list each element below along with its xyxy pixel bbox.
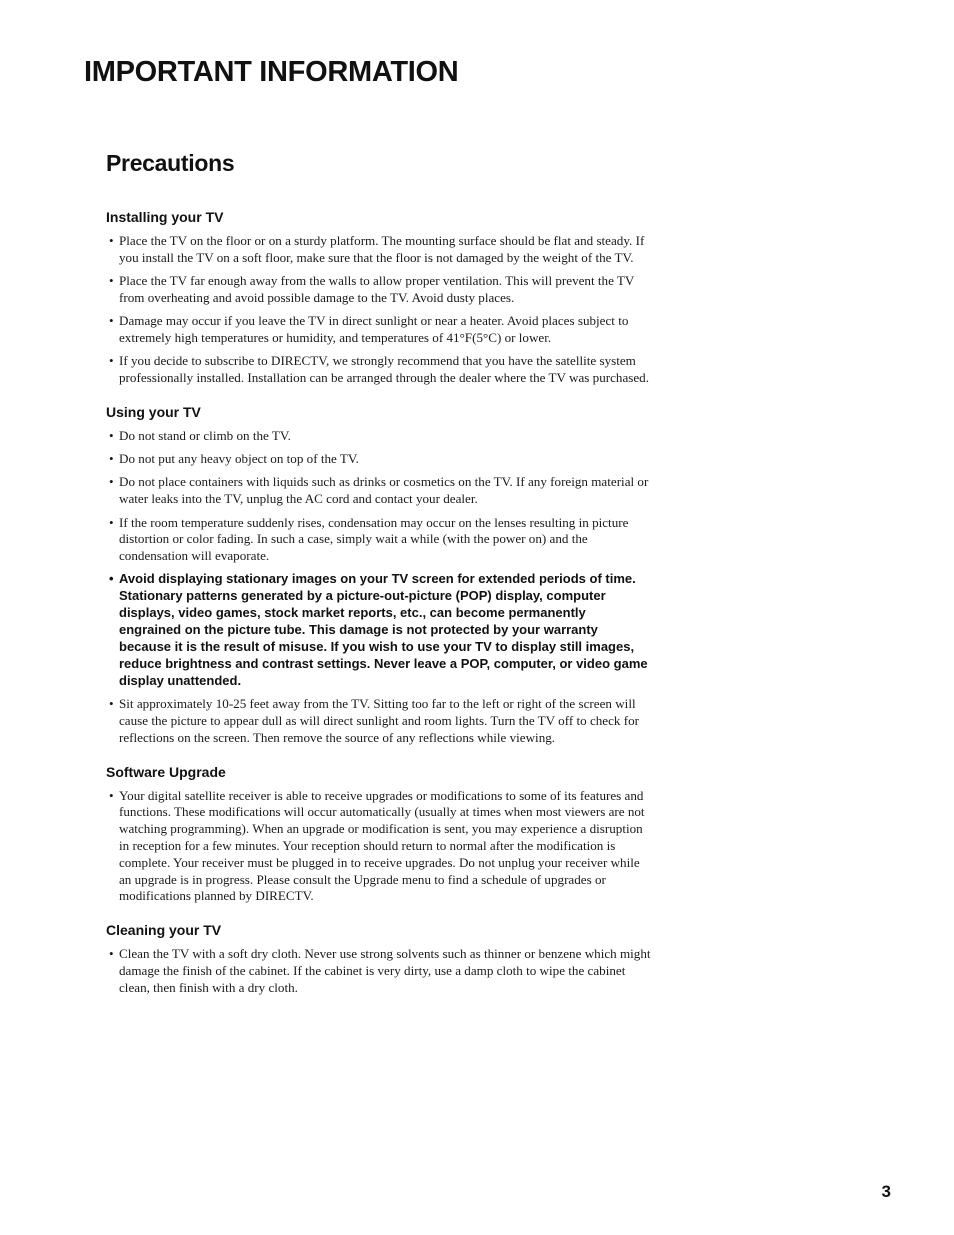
subsection-heading-installing: Installing your TV: [106, 209, 224, 225]
subsection-software: [106, 764, 651, 906]
subsection-installing: [106, 209, 651, 387]
list-item: • Do not stand or climb on the TV.: [106, 428, 651, 445]
list-item: • If you decide to subscribe to DIRECTV, we strongly recommend that you have the satellite system professionally installed. Installation can be arranged through the dealer where the TV was purchased.: [106, 353, 651, 387]
list-item: • Your digital satellite receiver is able to receive upgrades or modifications to some of its features and functions. These modifications will occur automatically (usually at times when most viewers are not watching programming). When an upgrade or modification is sent, you may experience a disruption in reception for a few minutes. Your reception should return to normal after the modification is complete. Your receiver must be plugged in to receive upgrades. Do not unplug your receiver while an upgrade is in progress. Please consult the Upgrade menu to find a schedule of upgrades or modifications planned by DIRECTV.: [106, 788, 651, 906]
installing-list: [106, 233, 651, 387]
list-item: • Clean the TV with a soft dry cloth. Never use strong solvents such as thinner or benzene which might damage the finish of the cabinet. If the cabinet is very dirty, use a damp cloth to wipe the cabinet clean, then finish with a dry cloth.: [106, 946, 651, 996]
subsection-heading-cleaning: Cleaning your TV: [106, 922, 222, 939]
list-item: • Sit approximately 10-25 feet away from the TV. Sitting too far to the left or right of the screen will cause the picture to appear dull as will direct sunlight and room lights. Turn the TV off to check for reflections on the screen. Then remove the source of any reflections while viewing.: [106, 696, 651, 746]
list-item: • Do not place containers with liquids such as drinks or cosmetics on the TV. If any foreign material or water leaks into the TV, unplug the AC cord and contact your dealer.: [106, 474, 651, 508]
section-title-precautions: Precautions: [106, 150, 235, 176]
page-number: 3: [881, 1182, 891, 1201]
list-item: • Do not put any heavy object on top of the TV.: [106, 451, 651, 468]
page-title: IMPORTANT INFORMATION: [84, 56, 459, 88]
warning-list-item: • Avoid displaying stationary images on your TV screen for extended periods of time. Stationary patterns generated by a picture-out-picture (POP) display, computer displays, video games, stock market reports, etc., can become permanently engrained on the picture tube. This damage is not protected by your warranty because it is the result of misuse. If you wish to use your TV to display still images, reduce brightness and contrast settings. Never leave a POP, computer, or video game display unattended.: [106, 571, 651, 689]
list-item: • If the room temperature suddenly rises, condensation may occur on the lenses resulting in picture distortion or color fading. In such a case, simply wait a while (with the power on) and the condensation will evaporate.: [106, 515, 651, 565]
subsection-cleaning: [106, 922, 651, 996]
software-list: [106, 788, 651, 906]
subsection-using: [106, 404, 651, 747]
list-item: • Place the TV far enough away from the walls to allow proper ventilation. This will prevent the TV from overheating and avoid possible damage to the TV. Avoid dusty places.: [106, 273, 651, 307]
subsection-heading-using: Using your TV: [106, 403, 201, 420]
list-item: • Damage may occur if you leave the TV in direct sunlight or near a heater. Avoid places subject to extremely high temperatures or humidity, and temperatures of 41°F(5°C) or lower.: [106, 313, 651, 347]
using-list: [106, 428, 651, 747]
subsection-heading-software: Software Upgrade: [106, 763, 226, 780]
list-item: • Place the TV on the floor or on a sturdy platform. The mounting surface should be flat and steady. If you install the TV on a soft floor, make sure that the floor is not damaged by the weight of the TV.: [106, 233, 651, 267]
cleaning-list: [106, 946, 651, 996]
precautions-content: [106, 209, 651, 997]
